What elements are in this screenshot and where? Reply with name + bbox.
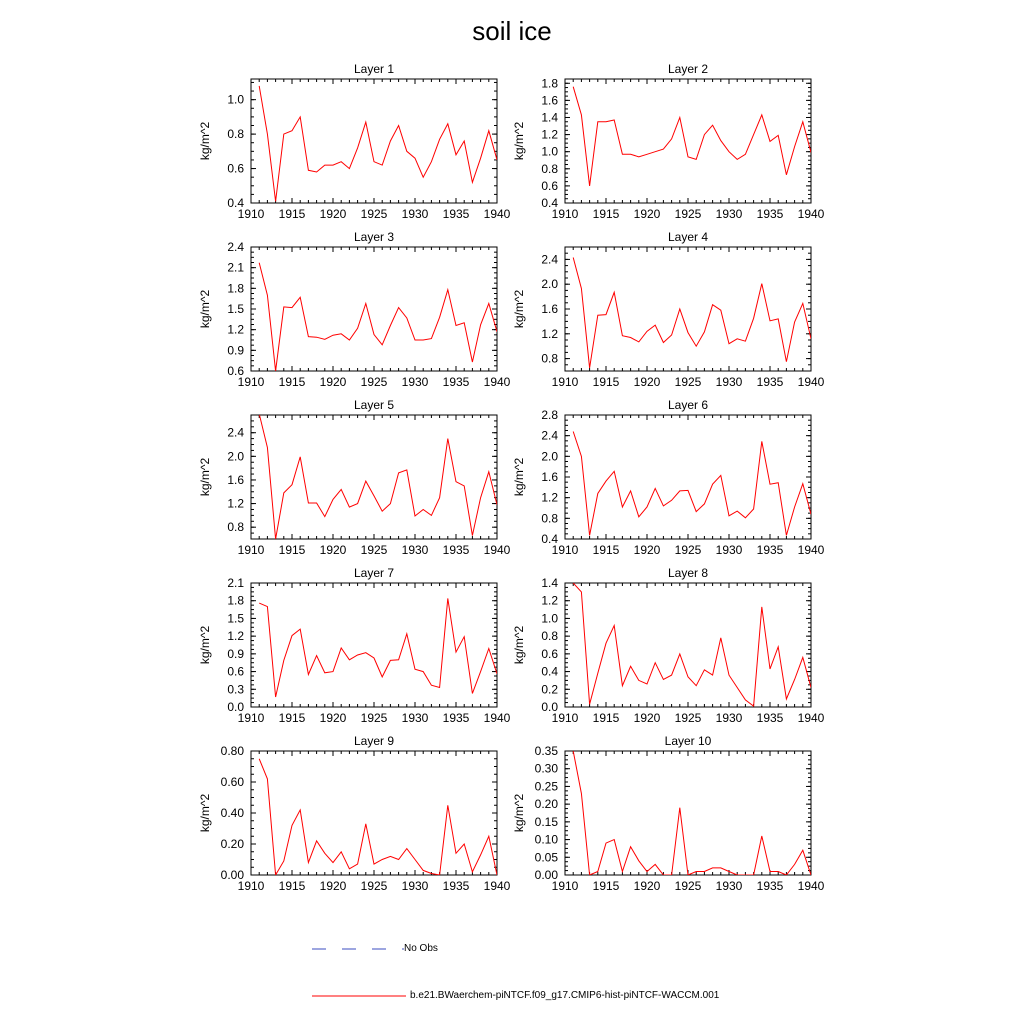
y-tick-label: 2.0 (541, 449, 558, 464)
x-tick-label: 1925 (674, 375, 702, 389)
x-tick-label: 1910 (237, 879, 265, 893)
x-tick-label: 1935 (442, 543, 470, 557)
x-tick-label: 1940 (797, 879, 825, 893)
x-tick-label: 1930 (401, 543, 429, 557)
y-tick-label: 0.4 (541, 532, 558, 546)
y-tick-label: 0.05 (534, 850, 558, 865)
y-tick-label: 0.4 (227, 196, 244, 210)
legend-label-no-obs: No Obs (404, 943, 438, 954)
x-tick-label: 1915 (592, 207, 620, 221)
x-tick-label: 1930 (715, 711, 743, 725)
x-tick-label: 1910 (237, 375, 265, 389)
panel-layer-1 (198, 62, 511, 221)
y-tick-label: 2.4 (541, 252, 558, 267)
y-tick-label: 0.8 (541, 351, 558, 366)
x-tick-label: 1920 (319, 375, 347, 389)
panel-layer-10 (512, 734, 825, 893)
y-tick-label: 1.4 (541, 576, 558, 590)
x-tick-label: 1925 (674, 879, 702, 893)
y-tick-label: 2.4 (227, 240, 244, 254)
x-tick-label: 1925 (674, 711, 702, 725)
y-tick-label: 1.6 (541, 470, 558, 484)
panel-layer-3 (198, 230, 511, 389)
x-tick-label: 1915 (278, 543, 306, 557)
plot-frame (565, 79, 811, 203)
plot-frame (565, 583, 811, 707)
y-tick-label: 0.8 (227, 127, 244, 142)
x-tick-label: 1910 (551, 375, 579, 389)
x-tick-label: 1930 (715, 879, 743, 893)
x-tick-label: 1925 (360, 879, 388, 893)
panel-layer-7 (198, 566, 511, 725)
y-tick-label: 1.2 (541, 127, 558, 142)
legend-item-no-obs (312, 943, 438, 954)
y-tick-label: 1.8 (541, 76, 558, 91)
y-tick-label: 0.6 (541, 646, 558, 661)
y-tick-label: 0.80 (220, 744, 244, 758)
y-tick-label: 0.6 (227, 664, 244, 679)
y-tick-label: 1.8 (227, 593, 244, 608)
x-tick-label: 1935 (756, 711, 784, 725)
x-tick-label: 1935 (756, 879, 784, 893)
x-tick-label: 1910 (237, 711, 265, 725)
x-tick-label: 1940 (797, 711, 825, 725)
y-axis-label: kg/m^2 (198, 793, 212, 833)
x-tick-label: 1920 (319, 711, 347, 725)
y-tick-label: 1.0 (227, 92, 244, 107)
y-tick-label: 1.2 (541, 326, 558, 341)
y-tick-label: 0.8 (541, 511, 558, 526)
panel-title: Layer 2 (667, 62, 709, 76)
x-tick-label: 1930 (401, 207, 429, 221)
legend-label-run: b.e21.BWaerchem-piNTCF.f09_g17.CMIP6-hist-piNTCF-WACCM.001 (410, 990, 720, 1001)
x-tick-label: 1925 (360, 207, 388, 221)
y-tick-label: 2.4 (227, 425, 244, 440)
y-axis-label: kg/m^2 (512, 457, 526, 497)
y-tick-label: 0.35 (534, 744, 558, 758)
series-line (259, 759, 497, 875)
chart-title: soil ice (472, 16, 552, 46)
y-axis-label: kg/m^2 (198, 457, 212, 497)
series-line (573, 432, 811, 536)
y-tick-label: 1.6 (541, 302, 558, 316)
x-tick-label: 1910 (237, 207, 265, 221)
y-tick-label: 1.2 (541, 490, 558, 505)
y-tick-label: 0.20 (534, 797, 558, 812)
y-tick-label: 0.8 (227, 520, 244, 535)
series-line (259, 263, 497, 371)
series-points (259, 759, 497, 875)
panel-title: Layer 4 (667, 230, 709, 244)
panel-title: Layer 3 (353, 230, 395, 244)
y-tick-label: 1.2 (227, 629, 244, 644)
x-tick-label: 1930 (401, 879, 429, 893)
panel-title: Layer 10 (664, 734, 712, 748)
x-tick-label: 1935 (756, 207, 784, 221)
x-tick-label: 1930 (715, 207, 743, 221)
series-points (573, 257, 811, 368)
y-tick-label: 2.0 (541, 277, 558, 292)
panel-title: Layer 8 (667, 566, 709, 580)
x-tick-label: 1925 (360, 543, 388, 557)
series-line (259, 414, 497, 539)
x-tick-label: 1915 (592, 879, 620, 893)
x-tick-label: 1930 (401, 375, 429, 389)
panel-title: Layer 5 (353, 398, 395, 412)
y-tick-label: 1.5 (227, 302, 244, 316)
x-tick-label: 1930 (715, 375, 743, 389)
x-tick-label: 1920 (633, 879, 661, 893)
panel-title: Layer 6 (667, 398, 709, 412)
x-tick-label: 1910 (551, 207, 579, 221)
y-tick-label: 0.3 (227, 682, 244, 697)
x-tick-label: 1935 (756, 375, 784, 389)
x-tick-label: 1940 (483, 375, 511, 389)
x-tick-label: 1910 (551, 543, 579, 557)
y-tick-label: 1.8 (227, 281, 244, 296)
panel-title: Layer 1 (353, 62, 395, 76)
x-tick-label: 1925 (360, 375, 388, 389)
legend-swatch-run (312, 991, 406, 1001)
y-tick-label: 2.8 (541, 408, 558, 422)
y-tick-label: 0.6 (541, 178, 558, 193)
x-tick-label: 1940 (483, 543, 511, 557)
y-tick-label: 0.6 (227, 364, 244, 378)
y-tick-label: 2.0 (227, 449, 244, 464)
plot-frame (251, 79, 497, 203)
x-tick-label: 1925 (360, 711, 388, 725)
x-tick-label: 1910 (551, 711, 579, 725)
y-tick-label: 2.4 (541, 428, 558, 443)
x-tick-label: 1920 (633, 543, 661, 557)
x-tick-label: 1915 (278, 207, 306, 221)
panel-layer-6 (512, 398, 825, 557)
y-tick-label: 1.5 (227, 611, 244, 626)
y-tick-label: 0.15 (534, 814, 558, 829)
x-tick-label: 1915 (592, 375, 620, 389)
series-line (573, 583, 811, 706)
y-tick-label: 0.0 (227, 700, 244, 714)
x-tick-label: 1915 (278, 711, 306, 725)
x-tick-label: 1925 (674, 543, 702, 557)
series-line (259, 86, 497, 201)
y-tick-label: 0.40 (220, 806, 244, 820)
y-tick-label: 0.8 (541, 629, 558, 644)
y-tick-label: 1.6 (227, 472, 244, 487)
y-tick-label: 0.25 (534, 779, 558, 794)
x-tick-label: 1940 (483, 207, 511, 221)
x-tick-label: 1940 (797, 375, 825, 389)
x-tick-label: 1935 (442, 207, 470, 221)
y-axis-label: kg/m^2 (512, 289, 526, 329)
x-tick-label: 1915 (592, 711, 620, 725)
x-tick-label: 1920 (319, 543, 347, 557)
series-points (259, 263, 497, 371)
y-tick-label: 0.00 (534, 868, 558, 882)
y-axis-label: kg/m^2 (512, 121, 526, 161)
x-tick-label: 1935 (442, 375, 470, 389)
y-tick-label: 0.00 (220, 868, 244, 882)
panel-layer-8 (512, 566, 825, 725)
x-tick-label: 1915 (592, 543, 620, 557)
y-tick-label: 2.1 (227, 576, 244, 590)
y-tick-label: 0.2 (541, 682, 558, 697)
y-tick-label: 0.10 (534, 832, 558, 847)
legend-swatch-no-obs (312, 944, 404, 954)
panel-layer-2 (512, 62, 825, 221)
x-tick-label: 1920 (633, 207, 661, 221)
series-points (573, 751, 811, 875)
series-points (573, 87, 811, 186)
x-tick-label: 1915 (278, 375, 306, 389)
y-tick-label: 1.0 (541, 611, 558, 626)
x-tick-label: 1935 (756, 543, 784, 557)
y-tick-label: 0.8 (541, 161, 558, 176)
plot-frame (565, 415, 811, 539)
plot-frame (565, 247, 811, 371)
x-tick-label: 1920 (633, 711, 661, 725)
series-line (573, 258, 811, 368)
x-tick-label: 1915 (278, 879, 306, 893)
x-tick-label: 1920 (319, 207, 347, 221)
series-points (259, 598, 497, 697)
series-line (573, 751, 811, 875)
y-tick-label: 0.20 (220, 837, 244, 851)
panel-layer-5 (198, 398, 511, 557)
x-tick-label: 1930 (401, 711, 429, 725)
y-tick-label: 1.4 (541, 110, 558, 125)
panel-layer-9 (198, 734, 511, 893)
x-tick-label: 1940 (483, 879, 511, 893)
panel-title: Layer 7 (353, 566, 395, 580)
series-line (259, 598, 497, 697)
plot-frame (251, 415, 497, 539)
y-tick-label: 0.4 (541, 196, 558, 210)
y-tick-label: 0.4 (541, 664, 558, 679)
y-axis-label: kg/m^2 (512, 793, 526, 833)
x-tick-label: 1930 (715, 543, 743, 557)
panel-title: Layer 9 (353, 734, 395, 748)
x-tick-label: 1940 (797, 207, 825, 221)
x-tick-label: 1935 (442, 711, 470, 725)
x-tick-label: 1910 (551, 879, 579, 893)
plot-frame (251, 247, 497, 371)
x-tick-label: 1935 (442, 879, 470, 893)
y-tick-label: 0.30 (534, 761, 558, 776)
y-tick-label: 2.1 (227, 260, 244, 275)
y-axis-label: kg/m^2 (198, 121, 212, 161)
plot-frame (251, 751, 497, 875)
x-tick-label: 1920 (633, 375, 661, 389)
legend-item-run (312, 990, 719, 1001)
x-tick-label: 1925 (674, 207, 702, 221)
series-line (573, 87, 811, 186)
y-tick-label: 1.6 (541, 93, 558, 108)
y-tick-label: 1.2 (227, 496, 244, 511)
x-tick-label: 1940 (483, 711, 511, 725)
y-tick-label: 0.9 (227, 343, 244, 358)
y-tick-label: 0.6 (227, 161, 244, 176)
y-axis-label: kg/m^2 (198, 625, 212, 665)
series-points (259, 86, 497, 202)
y-tick-label: 1.2 (227, 322, 244, 337)
y-tick-label: 0.9 (227, 646, 244, 661)
x-tick-label: 1920 (319, 879, 347, 893)
y-axis-label: kg/m^2 (512, 625, 526, 665)
series-points (573, 583, 811, 706)
x-tick-label: 1940 (797, 543, 825, 557)
y-tick-label: 0.60 (220, 775, 244, 789)
x-tick-label: 1910 (237, 543, 265, 557)
panel-layer-4 (512, 230, 825, 389)
y-tick-label: 1.2 (541, 593, 558, 608)
y-axis-label: kg/m^2 (198, 289, 212, 329)
y-tick-label: 0.0 (541, 700, 558, 714)
y-tick-label: 1.0 (541, 144, 558, 159)
